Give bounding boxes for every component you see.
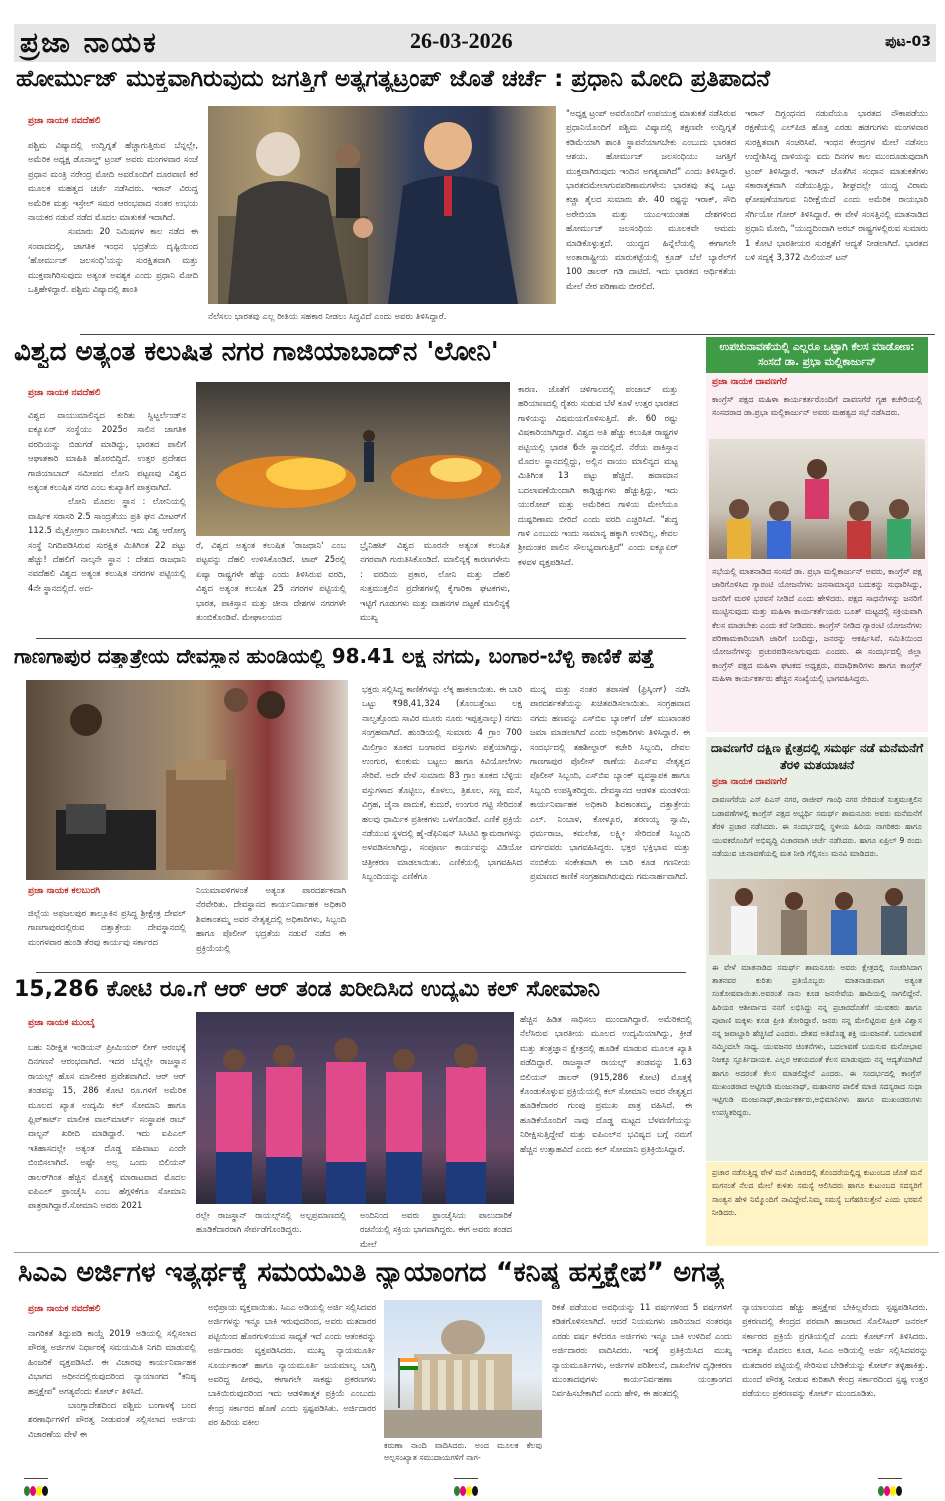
story4-column-1: [28, 1040, 186, 1248]
story2-col1-text: ವಿಶ್ವದ ವಾಯುಮಾಲಿನ್ಯದ ಕುರಿತು ಸ್ವಿಟ್ಜರ್ಲೆಂಡ್‌ನ ಐಕ್ಯೂಏರ್ ಸಂಸ್ಥೆಯು 2025ರ ಸಾಲಿನ ಜಾಗತಿಕ ವರದಿಯನ್ನು ಬಿಡುಗಡೆ ಮಾಡಿದ್ದು, ಭಾರತದ ಪಾಲಿಗೆ ಆಘಾತಕಾರಿ ಮಾಹಿತಿ ಹೊರಬಿದ್ದಿದೆ. ಉತ್ತರ ಪ್ರದೇಶದ ಗಾಜಿಯಾಬಾದ್ ಸಮೀಪದ ಲೋನಿ ಪಟ್ಟಣವು ವಿಶ್ವದ ಅತ್ಯಂತ ಕಲುಷಿತ ನಗರ ಎಂಬ ಕುಖ್ಯಾತಿಗೆ ಪಾತ್ರವಾಗಿದೆ.: [28, 410, 186, 493]
story2-headline: ವಿಶ್ವದ ಅತ್ಯಂತ ಕಲುಷಿತ ನಗರ ಗಾಜಿಯಾಬಾದ್‌ನ 'ಲೋನಿ': [14, 337, 499, 367]
story1-col1-text: ಪಶ್ಚಿಮ ವಿಷ್ಯಾದಲ್ಲಿ ಉದ್ವಿಗ್ನತೆ ಹೆಚ್ಚಾಗುತ್ತಿರುವ ಬೆನ್ನಲ್ಲೇ, ಅಮೆರಿಕ ಅಧ್ಯಕ್ಷ ಡೊನಾಲ್ಡ್ ಟ್ರಂಪ್ ಅವರು ಮಂಗಳವಾರ ಸಂಜೆ ಪ್ರಧಾನ ಮಂತ್ರಿ ನರೇಂದ್ರ ಮೋದಿ ಅವರೊಂದಿಗೆ ದೂರವಾಣಿ ಕರೆ ಮೂಲಕ ಮಹತ್ವದ ಚರ್ಚೆ ನಡೆಸಿದರು. ಇರಾನ್ ವಿರುದ್ಧ ಅಮೆರಿಕ ಮತ್ತು ಇಸ್ರೇಲ್ ಸಮರ ಆರಂಭವಾದ ನಂತರ ಉಭಯ ನಾಯಕರ ನಡುವೆ ನಡೆದ ಮೊದಲ ಮಾತುಕತೆ ಇದಾಗಿದೆ.: [28, 140, 198, 223]
story2-byline: ಪ್ರಜಾ ನಾಯಕ ನವದೆಹಲಿ: [28, 388, 101, 398]
story2-column-3: [360, 538, 510, 636]
sidebar2-headline: ದಾವಣಗೆರೆ ದಕ್ಷಿಣ ಕ್ಷೇತ್ರದಲ್ಲಿ ಸಮರ್ಥ ನಡೆ ಮನೆಮನೆಗೆ ತೆರಳಿ ಮತಯಾಚನೆ: [710, 741, 924, 772]
story3-column-2: [196, 883, 346, 968]
story4-photo-rr-team: [196, 1012, 514, 1204]
story5-col2-text: ಅಭಿಪ್ರಾಯ ವ್ಯಕ್ತವಾಯಿತು. ಸಿಎಎ ಅಡಿಯಲ್ಲಿ ಅರ್ಜಿ ಸಲ್ಲಿಸಿದವರ ಅರ್ಜಿಗಳನ್ನು ಇನ್ನೂ ಬಾಕಿ ಇರುವುದರಿಂದ, ಅವರು ಮತದಾರರ ಪಟ್ಟಿಯಿಂದ ಹೊರಗುಳಿಯುವ ಸಾಧ್ಯತೆ ಇದೆ ಎಂದು ಆತಂಕವನ್ನು ಅರ್ಜಿದಾರರು ವ್ಯಕ್ತಪಡಿಸಿದರು. ಮುಖ್ಯ ನ್ಯಾಯಮೂರ್ತಿ ಸೂರ್ಯಕಾಂತ್ ಹಾಗೂ ನ್ಯಾಯಮೂರ್ತಿ ಜಯಮಾಲ್ಯ ಬಾಗ್ಚಿ ಅವರಿದ್ದ ಪೀಠವು, ಈಗಾಗಲೇ ಸಾಕಷ್ಟು ಪ್ರಕರಣಗಳು ಬಾಕಿಯಿರುವುದರಿಂದ ಇದು ಆಡಳಿತಾತ್ಮಕ ಪ್ರಕ್ರಿಯೆ ಎಂಬುದು ಕೇಂದ್ರ ಸರ್ಕಾರದ ಹೊಣೆ ಎಂದು ಸ್ಪಷ್ಟಪಡಿಸಿತು. ಅರ್ಜಿದಾರರ ಪರ ಹಿರಿಯ ವಕೀಲ: [208, 1302, 376, 1428]
meeting-illustration: [709, 439, 925, 559]
registration-mark-left: [24, 1478, 48, 1500]
story3-column-1: [28, 906, 186, 968]
sidebar2-highlight-box: [706, 1162, 928, 1246]
story3-headline: ಗಾಣಗಾಪುರ ದತ್ತಾತ್ರೇಯ ದೇವಸ್ಥಾನ ಹುಂಡಿಯಲ್ಲಿ 98.41 ಲಕ್ಷ ನಗದು, ಬಂಗಾರ-ಬೆಳ್ಳಿ ಕಾಣಿಕೆ ಪತ್ತೆ: [14, 644, 655, 668]
sidebar1-body: ಸಭೆಯಲ್ಲಿ ಮಾತನಾಡಿದ ಸಂಸದೆ ಡಾ. ಪ್ರಭಾ ಮಲ್ಲಿಕಾರ್ಜುನ್ ಅವರು, ಕಾಂಗ್ರೆಸ್ ಪಕ್ಷ ಜಾರಿಗೊಳಿಸಿದ ಗ್ಯಾರಂಟಿ ಯೋಜನೆಗಳು ಜನಸಾಮಾನ್ಯರ ಬದುಕನ್ನು ಸುಧಾರಿಸಿದ್ದು, ಜನರಿಗೆ ಮರಳಿ ಭರವಸೆ ನೀಡಿದೆ ಎಂದು ಹೇಳಿದರು. ಪಕ್ಷದ ಸಾಧನೆಗಳನ್ನು ಜನರಿಗೆ ಮುಟ್ಟಿಸುವುದು ಮತ್ತು ಮಹಿಳಾ ಕಾರ್ಯಕರ್ತೆಯರು ಬೂತ್ ಮಟ್ಟದಲ್ಲಿ ಸಕ್ರಿಯವಾಗಿ ಕೆಲಸ ಮಾಡಬೇಕು ಎಂದು ಕರೆ ನೀಡಿದರು. ಕಾಂಗ್ರೆಸ್ ನೀಡಿದ ಗ್ಯಾರಂಟಿ ಯೋಜನೆಗಳು ಪರಿಣಾಮಕಾರಿಯಾಗಿ ಜಾರಿಗೆ ಬಂದಿದ್ದು, ಜನರನ್ನು ಆಕರ್ಷಿಸಿವೆ. ಸಮಿತಿಯಿಂದ ಯೋಜನೆಗಳನ್ನು ಪ್ರಚುರಪಡಿಸಲಾಗುವುದು ಎಂದರು. ಈ ಸಂದರ್ಭದಲ್ಲಿ ಜಿಲ್ಲಾ ಕಾಂಗ್ರೆಸ್ ಪಕ್ಷದ ಮಹಿಳಾ ಘಟಕದ ಅಧ್ಯಕ್ಷರು, ಪದಾಧಿಕಾರಿಗಳು ಹಾಗೂ ಕಾಂಗ್ರೆಸ್ ಮಹಿಳಾ ಕಾರ್ಯಕರ್ತರು ಹೆಚ್ಚಿನ ಸಂಖ್ಯೆಯಲ್ಲಿ ಭಾಗವಹಿಸಿದ್ದರು.: [712, 567, 922, 684]
newspaper-title: ಪ್ರಜಾ ನಾಯಕ: [20, 26, 158, 59]
divider: [36, 972, 686, 973]
page-number: ಪುಟ-03: [885, 34, 931, 50]
supreme-court-illustration: [384, 1300, 542, 1438]
story2-col2-text: ರೆ, ವಿಶ್ವದ ಅತ್ಯಂತ ಕಲುಷಿತ 'ರಾಜಧಾನಿ' ಎಂಬ ಪಟ್ಟವನ್ನು ದೆಹಲಿ ಉಳಿಸಿಕೊಂಡಿದೆ. ಟಾಪ್ 25ರಲ್ಲಿ ಏಷ್ಯಾ ರಾಷ್ಟ್ರಗಳೇ ಹೆಚ್ಚು ಎಂದು ತಿಳಿಸಿರುವ ವರದಿ, ವಿಶ್ವದ ಅತ್ಯಂತ ಕಲುಷಿತ 25 ನಗರಗಳ ಪಟ್ಟಿಯಲ್ಲಿ ಭಾರತ, ಪಾಕಿಸ್ತಾನ ಮತ್ತು ಚೀನಾ ದೇಶಗಳ ನಗರಗಳೇ ತುಂಬಿಕೊಂಡಿವೆ. ಮೇಘಾಲಯದ: [196, 540, 346, 623]
story4-column-3: [360, 1208, 512, 1248]
story2-column-1: [28, 408, 186, 636]
story4-col4-text: ಹೆಚ್ಚಿನ ಹಿಡಿತ ಸಾಧಿಸಲು ಮುಂದಾಗಿದ್ದಾರೆ. ಅಮೆರಿಕದಲ್ಲಿ ನೆಲೆಸಿರುವ ಭಾರತೀಯ ಮೂಲದ ಉದ್ಯಮಿಯಾಗಿದ್ದು, ಕ್ರೀಡೆ ಮತ್ತು ತಂತ್ರಜ್ಞಾನ ಕ್ಷೇತ್ರದಲ್ಲಿ ಹೂಡಿಕೆ ಮಾಡುವ ಮೂಲಕ ಖ್ಯಾತಿ ಪಡೆದಿದ್ದಾರೆ. ರಾಜಸ್ಥಾನ್ ರಾಯಲ್ಸ್ ತಂಡವನ್ನು 1.63 ಬಿಲಿಯನ್ ಡಾಲರ್ (915,286 ಕೋಟಿ) ಮೊತ್ತಕ್ಕೆ ಕೊಂಡುಕೊಳ್ಳುವ ಪ್ರಕ್ರಿಯೆಯಲ್ಲಿ ಕಲ್ ಸೋಮಾನಿ ಅವರ ನೇತೃತ್ವದ ಹೂಡಿಕೆದಾರರ ಗುಂಪು ಪ್ರಮುಖ ಪಾತ್ರ ವಹಿಸಿದೆ. ಈ ಹೂಡಿಕೆಯೊಂದಿಗೆ ನಾವು ದೊಡ್ಡ ಮಟ್ಟದ ಬೆಳವಣಿಗೆಯನ್ನು ನಿರೀಕ್ಷಿಸುತ್ತಿದ್ದೇವೆ ಮತ್ತು ಐಪಿಎಲ್‌ನ ಭವಿಷ್ಯದ ಬಗ್ಗೆ ನಮಗೆ ಹೆಚ್ಚಿನ ಉತ್ಸಾಹವಿದೆ ಎಂದು ಕಲ್ ಸೋಮಾನಿ ಪ್ರತಿಕ್ರಿಯಿಸಿದ್ದಾರೆ.: [520, 1014, 692, 1154]
story5-caption: ಕರುಣಾ ನಾಂದಿ ವಾದಿಸಿದರು. ಅಂದ ಮೂಲಕ ಕೆಲವು ಅಲ್ಪಸಂಖ್ಯಾತ ಸಮುದಾಯಗಳಿಗೆ ನಾಗ-: [384, 1441, 542, 1462]
story4-col2-text: ರಲ್ಲೇ ರಾಜಸ್ಥಾನ್ ರಾಯಲ್ಸ್‌ನಲ್ಲಿ ಅಲ್ಪಪ್ರಮಾಣದಲ್ಲಿ ಹೂಡಿಕೆದಾರರಾಗಿ ಸೇರ್ಪಡೆಗೊಂಡಿದ್ದರು.: [196, 1210, 346, 1235]
story2-col4-text: ಕಾರಣ. ಜೊತೆಗೆ ಚಳಿಗಾಲದಲ್ಲಿ ಪಂಜಾಬ್ ಮತ್ತು ಹರಿಯಾಣದಲ್ಲಿ ರೈತರು ಸುಡುವ ಬೆಳೆ ಕೂಳೆ ಉತ್ತರ ಭಾರತದ ಗಾಳಿಯನ್ನು ವಿಷಮಯಗೊಳಿಸುತ್ತಿದೆ. ಶೇ. 60 ರಷ್ಟು ವಿಷಕಾರಿಯಾಗಿದ್ದಾರೆ. ವಿಶ್ವದ ಅತಿ ಹೆಚ್ಚು ಕಲುಷಿತ ರಾಷ್ಟ್ರಗಳ ಪಟ್ಟಿಯಲ್ಲಿ ಭಾರತ 6ನೇ ಸ್ಥಾನದಲ್ಲಿದೆ. ನೆರೆಯ ಪಾಕಿಸ್ತಾನ ಮೊದಲ ಸ್ಥಾನದಲ್ಲಿದ್ದು, ಅಲ್ಲಿನ ವಾಯು ಮಾಲಿನ್ಯದ ಮಟ್ಟ ಮಿತಿಗಿಂತ 13 ಪಟ್ಟು ಹೆಚ್ಚಿದೆ. ಹವಾಮಾನ ಬದಲಾವಣೆಯಿಂದಾಗಿ ಕಾಡ್ಗಿಚ್ಚುಗಳು ಹೆಚ್ಚುತ್ತಿದ್ದು, ಇದು ಯುರೋಪ್ ಮತ್ತು ಅಮೆರಿಕದ ಗಾಳಿಯ ಮೇಲೆಯೂ ದುಷ್ಪರಿಣಾಮ ಬೀರಿದೆ ಎಂದು ವರದಿ ಎಚ್ಚರಿಸಿದೆ. "ಶುದ್ಧ ಗಾಳಿ ಎಂಬುದು ಇಂದು ಸಾಮಾನ್ಯ ಹಕ್ಕಾಗಿ ಉಳಿದಿಲ್ಲ, ಕೇವಲ ಶ್ರೀಮಂತರ ಪಾಲಿನ ಸೌಲಭ್ಯವಾಗುತ್ತಿದೆ" ಎಂದು ಐಕ್ಯೂಏರ್ ಕಳವಳ ವ್ಯಕ್ತಪಡಿಸಿದೆ.: [518, 384, 678, 567]
story5-byline: ಪ್ರಜಾ ನಾಯಕ ನವದೆಹಲಿ: [28, 1304, 101, 1314]
story2-col1b-text: ಲೋನಿ ಮೊದಲ ಸ್ಥಾನ : ಲೋನಿಯಲ್ಲಿ ವಾರ್ಷಿಕ ಸರಾಸರಿ 2.5 ಸಾಂದ್ರತೆಯು ಪ್ರತಿ ಘನ ಮೀಟರ್‌ಗೆ 112.5 ಮೈಕ್ರೋಗ್ರಾಂ ದಾಖಲಾಗಿದೆ. ಇದು ವಿಶ್ವ ಆರೋಗ್ಯ ಸಂಸ್ಥೆ ನಿಗದಿಪಡಿಸಿರುವ ಸುರಕ್ಷಿತ ಮಿತಿಗಿಂತ 22 ಪಟ್ಟು ಹೆಚ್ಚು! ದೆಹಲಿಗೆ ನಾಲ್ಕನೇ ಸ್ಥಾನ : ದೇಶದ ರಾಜಧಾನಿ ನವದೆಹಲಿ ವಿಶ್ವದ ಅತ್ಯಂತ ಕಲುಷಿತ ನಗರಗಳ ಪಟ್ಟಿಯಲ್ಲಿ 4ನೇ ಸ್ಥಾನದಲ್ಲಿದೆ. ಅದ-: [28, 496, 186, 593]
divider: [14, 1252, 939, 1253]
story3-col1-text: ಜಿಲ್ಲೆಯ ಅಫಜಲಪುರ ತಾಲ್ಲೂಕಿನ ಪ್ರಸಿದ್ಧ ಶ್ರೀಕ್ಷೇತ್ರ ದೇವಲ್ ಗಾಣಗಾಪುರದಲ್ಲಿರುವ ದತ್ತಾತ್ರೇಯ ದೇವಸ್ಥಾನದಲ್ಲಿ ಮಂಗಳವಾರ ಹುಂಡಿ ತೆರವು ಕಾರ್ಯವು ಸರ್ಕಾರದ: [28, 908, 186, 947]
story3-col4-text: ಮುನ್ನ ಮತ್ತು ನಂತರ ತಪಾಸಣೆ (ಫ್ರಿಸ್ಕಿಂಗ್) ನಡೆಸಿ ಪಾರದರ್ಶಕತೆಯನ್ನು ಖಚಿತಪಡಿಸಲಾಯಿತು. ಸಂಗ್ರಹವಾದ ನಗದು ಹಣವನ್ನು ಎಸ್‌ಬಿಐ ಬ್ಯಾಂಕ್‌ಗೆ ಚೆಕ್ ಮುಖಾಂತರ ಜಮಾ ಮಾಡಲಾಗಿದೆ ಎಂದು ಅಧಿಕಾರಿಗಳು ತಿಳಿಸಿದ್ದಾರೆ. ಈ ಸಂದರ್ಭದಲ್ಲಿ ತಹಶೀಲ್ದಾರ್ ಕಚೇರಿ ಸಿಬ್ಬಂದಿ, ದೇವಲ ಗಾಣಗಾಪುರ ಪೊಲೀಸ್ ಠಾಣೆಯ ಪಿಎಸ್‌ಐ ನೇತೃತ್ವದ ಪೊಲೀಸ್ ಸಿಬ್ಬಂದಿ, ಎಸ್‌ಬಿಐ ಬ್ಯಾಂಕ್ ವ್ಯವಸ್ಥಾಪಕ ಹಾಗೂ ಸಿಬ್ಬಂದಿ ಉಪಸ್ಥಿತರಿದ್ದರು. ದೇವಸ್ಥಾನದ ಆಡಳಿತ ಮಂಡಳಿಯ ಕಾರ್ಯನಿರ್ವಾಹಕ ಅಧಿಕಾರಿ ಶಿವಕಾಂತಮ್ಮ, ದತ್ತಾತ್ರೇಯ ಎಲ್. ನಿಂಬಾಳ, ಕೋಳ್ಕೂರ, ಶರಣಯ್ಯ ಸ್ವಾಮಿ, ಧರ್ಮರಾಜ, ಕಮಲೇಶ, ಲಕ್ಷ್ಮೀ ಸೇರಿದಂತೆ ಸಿಬ್ಬಂದಿ ವರ್ಗದವರು ಭಾಗವಹಿಸಿದ್ದರು. ಭಕ್ತರ ಭಕ್ತಿಭಾವ ಮತ್ತು ನಂಬಿಕೆಯ ಸಂಕೇತವಾಗಿ ಈ ಬಾರಿ ಕೂಡ ಗಣನೀಯ ಪ್ರಮಾಣದ ಕಾಣಿಕೆ ಸಂಗ್ರಹವಾಗಿರುವುದು ಗಮನಾರ್ಹವಾಗಿದೆ.: [530, 684, 690, 882]
story5-column-4: [742, 1300, 928, 1458]
story3-col2-text: ನಿಯಮಾವಳಿಗಳಂತೆ ಅತ್ಯಂತ ಪಾರದರ್ಶಕವಾಗಿ ನೆರವೇರಿತು. ದೇವಸ್ಥಾನದ ಕಾರ್ಯನಿರ್ವಾಹಕ ಅಧಿಕಾರಿ ಶಿವಕಾಂತಮ್ಮ ಅವರ ನೇತೃತ್ವದಲ್ಲಿ ಅಧಿಕಾರಿಗಳು, ಸಿಬ್ಬಂದಿ ಹಾಗೂ ಪೊಲೀಸ್ ಭದ್ರತೆಯ ನಡುವೆ ನಡೆದ ಈ ಪ್ರಕ್ರಿಯೆಯಲ್ಲಿ: [196, 885, 346, 953]
story5-col1b-text: ಬಾಂಗ್ಲಾದೇಶದಿಂದ ಪಶ್ಚಿಮ ಬಂಗಾಳಕ್ಕೆ ಬಂದ ಶರಣಾರ್ಥಿಗಳಿಗೆ ಪೌರತ್ವ ನೀಡುವಂತೆ ಸಲ್ಲಿಸಲಾದ ಅರ್ಜಿಯ ವಿಚಾರಣೆಯ ವೇಳೆ ಈ: [28, 1400, 196, 1439]
sidebar1-byline: ಪ್ರಜಾ ನಾಯಕ ದಾವಣಗೆರೆ: [712, 377, 788, 387]
reg-dot-black: [472, 1486, 478, 1496]
story2-column-2: [196, 538, 346, 636]
sidebar2-byline: ಪ್ರಜಾ ನಾಯಕ ದಾವಣಗೆರೆ: [712, 777, 788, 787]
story1-byline: ಪ್ರಜಾ ನಾಯಕ ನವದೆಹಲಿ: [28, 116, 101, 126]
story4-byline: ಪ್ರಜಾ ನಾಯಕ ಮುಂಬೈ: [28, 1018, 95, 1028]
story3-col3-text: ಭಕ್ತರು ಸಲ್ಲಿಸಿದ್ದ ಕಾಣಿಕೆಗಳನ್ನು ಲೆಕ್ಕ ಹಾಕಲಾಯಿತು. ಈ ಬಾರಿ ಒಟ್ಟು ₹98,41,324 (ತೊಂಬತ್ತೆಂಟು ಲಕ್ಷ ನಾಲ್ವತ್ತೊಂದು ಸಾವಿರ ಮೂರು ನೂರು ಇಪ್ಪತ್ತನಾಲ್ಕು) ನಗದು ಸಂಗ್ರಹವಾಗಿದೆ. ಹುಂಡಿಯಲ್ಲಿ ಸುಮಾರು 4 ಗ್ರಾಂ 700 ಮಿಲಿಗ್ರಾಂ ತೂಕದ ಬಂಗಾರದ ವಸ್ತುಗಳು ಪತ್ತೆಯಾಗಿದ್ದು, ಉಂಗುರ, ಕುಂಕುಮ ಬಟ್ಟಲು ಹಾಗೂ ಕಿವಿಯೋಲೆಗಳು ಸೇರಿವೆ. ಅದೇ ವೇಳೆ ಸುಮಾರು 83 ಗ್ರಾಂ ತೂಕದ ಬೆಳ್ಳಿಯ ವಸ್ತುಗಳಾದ ತೊಟ್ಟಿಲು, ಕೊಳಲು, ತ್ರಿಶೂಲ, ಸಣ್ಣ ಮನೆ, ವಿಗ್ರಹ, ಚೈನಾ ಪಾದುಕೆ, ಕುದುರೆ, ಉಂಗುರ ಗಟ್ಟಿ ಸೇರಿದಂತೆ ಹಲವು ಧಾರ್ಮಿಕ ಪ್ರತೀಕಗಳು ಒಳಗೊಂಡಿವೆ. ಎಣಿಕೆ ಪ್ರಕ್ರಿಯೆ ನಡೆಯುವ ಸ್ಥಳದಲ್ಲಿ ಹೈ-ಡೆಫಿನಿಷನ್ ಸಿಸಿಟಿವಿ ಕ್ಯಾಮರಾಗಳನ್ನು ಅಳವಡಿಸಲಾಗಿದ್ದು, ಸಂಪೂರ್ಣ ಕಾರ್ಯವನ್ನು ವಿಡಿಯೋ ಚಿತ್ರೀಕರಣ ಮಾಡಲಾಯಿತು. ಎಣಿಕೆಯಲ್ಲಿ ಭಾಗವಹಿಸಿದ ಸಿಬ್ಬಂದಿಯನ್ನು ಎಣಿಕೆಗೂ: [362, 684, 522, 882]
story3-column-4: [530, 682, 690, 968]
divider: [80, 334, 935, 335]
issue-date: 26-03-2026: [410, 28, 513, 53]
story2-column-4: [518, 382, 678, 636]
story2-photo-burning-field: [196, 382, 510, 536]
cricket-team-illustration: [196, 1012, 514, 1204]
story1-column-3: [566, 106, 736, 331]
story4-column-4: [520, 1012, 692, 1248]
story1-column-4: [745, 106, 928, 331]
divider: [36, 638, 686, 639]
story5-column-3: [552, 1300, 732, 1458]
registration-mark-center: [454, 1478, 478, 1500]
story4-column-2: [196, 1208, 346, 1248]
story1-photo-modi-trump: [208, 106, 556, 304]
sidebar1-headline: ಉಪಚುನಾವಣೆಯಲ್ಲಿ ಎಲ್ಲರೂ ಒಟ್ಟಾಗಿ ಕೆಲಸ ಮಾಡೋಣ: ಸಂಸದೆ ಡಾ. ಪ್ರಭಾ ಮಲ್ಲಿಕಾರ್ಜುನ್: [706, 337, 928, 373]
story2-col3-text: ಬ್ರೈನಿಹಟ್ ವಿಶ್ವದ ಮೂರನೇ ಅತ್ಯಂತ ಕಲುಷಿತ ನಗರವಾಗಿ ಗುರುತಿಸಿಕೊಂಡಿದೆ. ಮಾಲಿನ್ಯಕ್ಕೆ ಕಾರಣಗಳೇನು : ವರದಿಯ ಪ್ರಕಾರ, ಲೋನಿ ಮತ್ತು ದೆಹಲಿ ಸುತ್ತಮುತ್ತಲಿನ ಪ್ರದೇಶಗಳಲ್ಲಿ ಕೈಗಾರಿಕಾ ಘಟಕಗಳು, ಇಟ್ಟಿಗೆ ಗೂಡುಗಳು ಮತ್ತು ವಾಹನಗಳ ದಟ್ಟಣೆ ಮಾಲಿನ್ಯಕ್ಕೆ ಮುಖ್ಯ: [360, 540, 510, 623]
story5-col4-text: ನ್ಯಾಯಾಲಯದ ಹೆಚ್ಚು ಹಸ್ತಕ್ಷೇಪ ಬೇಕಿಲ್ಲವೆಂದು ಸ್ಪಷ್ಟಪಡಿಸಿದರು. ಪ್ರಕರಣದಲ್ಲಿ ಕೇಂದ್ರದ ಪರವಾಗಿ ಹಾಜರಾದ ಸೊಲಿಸಿಟರ್ ಜನರಲ್ ಸರ್ಕಾರದ ಪ್ರಕ್ರಿಯೆ ಪ್ರಗತಿಯಲ್ಲಿದೆ ಎಂದು ಕೋರ್ಟ್‌ಗೆ ತಿಳಿಸಿದರು. ಇದಕ್ಕೂ ಮೊದಲು ಕೂಡ, ಸಿಎಎ ಅಡಿಯಲ್ಲಿ ಅರ್ಜಿ ಸಲ್ಲಿಸಿದವರನ್ನು ಮತದಾರರ ಪಟ್ಟಿಯಲ್ಲಿ ಸೇರಿಸುವ ಬೇಡಿಕೆಯನ್ನು ಕೋರ್ಟ್ ತಳ್ಳಿಹಾಕಿತ್ತು. ಮುಂದೆ ಪೌರತ್ವ ನೀಡುವ ಕುರಿತಾಗಿ ಕೇಂದ್ರ ಸರ್ಕಾರದಿಂದ ಸ್ಪಷ್ಟ ಉತ್ತರ ಪಡೆಯಲು ಪ್ರಕರಣವನ್ನು ಕೋರ್ಟ್ ಮುಂದೂಡಿತು.: [742, 1302, 928, 1399]
story3-byline: ಪ್ರಜಾ ನಾಯಕ ಕಲಬುರಗಿ: [28, 886, 101, 896]
story1-caption: ನೆಲೆಸಲು ಭಾರತವು ಎಲ್ಲ ರೀತಿಯ ಸಹಕಾರ ನೀಡಲು ಸಿದ್ಧವಿದೆ ಎಂದು ಅವರು ತಿಳಿಸಿದ್ದಾರೆ.: [208, 312, 447, 322]
reg-dot-black: [896, 1486, 902, 1496]
campaign-group-illustration: [709, 879, 925, 955]
story5-photo-supreme-court: [384, 1300, 542, 1438]
cash-stacks-illustration: [26, 680, 348, 880]
sidebar2-body: ಈ ವೇಳೆ ಮಾತನಾಡಿದ ಸಮರ್ಥ್ ಶಾಮನೂರು ಅವರು ಕ್ಷೇತ್ರದಲ್ಲಿ ಸಂಚರಿಸಿದಾಗ ತಾತನವರ ಕುರಿತು ಪ್ರತಿಯೊಬ್ಬರು ಮಾತನಾಡುವಾಗ ಅತ್ಯಂತ ಸಂತೋಷವಾಯಿತು.ಅವರಂತೆ ನಾನು ಕೂಡ ಜನಸೇವೆಯ ಹಾದಿಯಲ್ಲಿ ಸಾಗಲಿದ್ದೇನೆ. ಹಿರಿಯರ ಆಶೀರ್ವಾದ ನನಗೆ ಲಭಿಸಿದ್ದು ನನ್ನ ಪ್ರಚಾರದೊತೆಗೆ ಯುವಕರು ಹಾಗೂ ಪುಟಾಣಿ ಮಕ್ಕಳು ಕೂಡ ಪ್ರೀತಿ ತೋರಿದ್ದಾರೆ. ಜನರು ನನ್ನ ಮೇಲಿಟ್ಟಿರುವ ಪ್ರೀತಿ ವಿಶ್ವಾಸ ನನ್ನ ಜವಾಬ್ದಾರಿ ಹೆಚ್ಚಿಸಿದೆ ಎಂದರು. ದೇಶದ ಅತಿದೊಡ್ಡ ಶಕ್ತಿ ಯುವಜನತೆ. ಬದಲಾವಣೆ ನಮ್ಮಿಂದಲೇ ಸಾಧ್ಯ. ಯುವಜನರ ಚಿಂತನೆಗಳು, ಬದಲಾವಣೆ ಬಯಸುವ ಮನೋಭಾವ ನಿಜಕ್ಕೂ ಸ್ಫೂರ್ತಿದಾಯಕ. ಎಲ್ಲರ ಆಶಯದಂತೆ ಕೆಲಸ ಮಾಡುವುದು ನನ್ನ ಆದ್ಯತೆಯಾಗಿದೆ ಹಾಗೂ ಅದರಂತೆ ಕೆಲಸ ಮಾಡಲಿದ್ದೇನೆ ಎಂದರು. ಈ ಸಂದರ್ಭದಲ್ಲಿ ಕಾಂಗ್ರೆಸ್ ಮುಖಂಡರಾದ ಅಟ್ಟಿಗುಡಿ ಮಂಜುನಾಥ್, ಮಹಾನಗರ ಪಾಲಿಕೆ ಮಾಜಿ ಸದಸ್ಯರಾದ ಸುಧಾ ಇಟ್ಟಿಗುಡಿ ಮಂಜುನಾಥ್,ಕಾರ್ಯಕರ್ತರು,ಅಭಿಮಾನಿಗಳು ಹಾಗೂ ಮುಖಂಡರುಗಳು ಉಪಸ್ಥಿತರಿದ್ದರು.: [712, 963, 922, 1118]
story1-col3-text: "ಅಧ್ಯಕ್ಷ ಟ್ರಂಪ್ ಅವರೊಂದಿಗೆ ಉಪಯುಕ್ತ ಮಾತುಕತೆ ನಡೆಸಿರುವ ಪ್ರಧಾನಿಯೊಂದಿಗೆ ಪಶ್ಚಿಮ ವಿಷ್ಯಾದಲ್ಲಿ ತಕ್ಷಣವೇ ಉದ್ವಿಗ್ನತೆ ಕಡಿಮೆಯಾಗಿ ಶಾಂತಿ ಸ್ಥಾಪನೆಯಾಗಬೇಕು ಎಂಬುದು ಭಾರತದ ಆಶಯ. ಹೋರ್ಮುಜ್ ಜಲಸಂಧಿಯು ಜಗತ್ತಿಗೆ ಮುಕ್ತವಾಗಿರುವುದು ಇಂದಿನ ಅಗತ್ಯವಾಗಿದೆ" ಎಂದು ತಿಳಿಸಿದ್ದಾರೆ. ಭಾರತದಮೇಲಾಗುವಪರಿಣಾಮಗಳೇನು ಭಾರತವು ತನ್ನ ಒಟ್ಟು ಕಚ್ಚಾ ತೈಲದ ಸುಮಾರು ಶೇ. 40 ರಷ್ಟನ್ನು ಇರಾಕ್, ಸೌದಿ ಅರೇಬಿಯಾ ಮತ್ತು ಯುಎಇಯಂತಹ ದೇಶಗಳಿಂದ ಹೋರ್ಮುಜ್ ಜಲಸಂಧಿಯ ಮೂಲಕವೇ ಆಮದು ಮಾಡಿಕೊಳ್ಳುತ್ತದೆ. ಯುದ್ಧದ ಹಿನ್ನೆಲೆಯಲ್ಲಿ ಈಗಾಗಲೇ ಅಂತಾರಾಷ್ಟ್ರೀಯ ಮಾರುಕಟ್ಟೆಯಲ್ಲಿ ಕ್ರೂಡ್ ಬೆಲೆ ಬ್ಯಾರೆಲ್‌ಗೆ 100 ಡಾಲರ್ ಗಡಿ ದಾಟಿದೆ. ಇದು ಭಾರತದ ಆರ್ಥಿಕತೆಯ ಮೇಲೆ ನೇರ ಪರಿಣಾಮ ಬೀರಲಿದೆ.: [566, 108, 736, 291]
sidebar-prabha-mallikarjun: [706, 337, 928, 732]
sidebar2-highlight-text: ಪ್ರಚಾರ ನಡೆಸುತ್ತಿದ್ದ ವೇಳೆ ಮನೆ ವಿಚಾರದಲ್ಲಿ ತೊಂದರೆಯಲ್ಲಿದ್ದ ಕುಟುಂಬದ ಜೊತೆ ಮನೆ ಮಗನಂತೆ ನೆಲದ ಮೇಲೆ ಕುಳಿತು ಸಮಸ್ಯೆ ಆಲಿಸಿದರು ಹಾಗೂ ಕುಟುಂಬದ ಸದಸ್ಯರಿಗೆ ಸಾಂತ್ವನ ಹೇಳಿ ನಿಮ್ಮೊಂದಿಗೆ ನಾವಿದ್ದೇವೆ.ನಿಮ್ಮ ಸಮಸ್ಯೆ ಬಗೆಹರಿಸುತ್ತೇನೆ ಎಂದು ಭರವಸೆ ನೀಡಿದರು.: [712, 1168, 922, 1218]
story1-col1b-text: ಸುಮಾರು 20 ನಿಮಿಷಗಳ ಕಾಲ ನಡೆದ ಈ ಸಂವಾದದಲ್ಲಿ, ಜಾಗತಿಕ ಇಂಧನ ಭದ್ರತೆಯ ದೃಷ್ಟಿಯಿಂದ 'ಹೋರ್ಮುಜ್ ಜಲಸಂಧಿ'ಯನ್ನು ಸುರಕ್ಷಿತವಾಗಿ ಮತ್ತು ಮುಕ್ತವಾಗಿರಿಸುವುದು ಅತ್ಯಂತ ಅವಶ್ಯಕ ಎಂದು ಪ್ರಧಾನಿ ಮೋದಿ ಒತ್ತಿಹೇಳಿದ್ದಾರೆ. ಪಶ್ಚಿಮ ವಿಷ್ಯಾದಲ್ಲಿ ಶಾಂತಿ: [28, 226, 198, 295]
registration-mark-right: [878, 1478, 902, 1500]
story5-col3-text: ರಿಕತೆ ಪಡೆಯುವ ಅವಧಿಯನ್ನು 11 ವರ್ಷಗಳಿಂದ 5 ವರ್ಷಗಳಿಗೆ ಕಡಿತಗೊಳಿಸಲಾಗಿದೆ. ಆದರೆ ನಿಯಮಗಳು ಜಾರಿಯಾದ ನಂತರವೂ ಎರಡು ವರ್ಷ ಕಳೆದರೂ ಅರ್ಜಿಗಳು ಇನ್ನೂ ಬಾಕಿ ಉಳಿದಿವೆ ಎಂದು ಅರ್ಜಿದಾರರು ವಾದಿಸಿದರು. ಇದಕ್ಕೆ ಪ್ರತಿಕ್ರಿಯಿಸಿದ ಮುಖ್ಯ ನ್ಯಾಯಮೂರ್ತಿಗಳು, ಅರ್ಜಿಗಳ ಪರಿಶೀಲನೆ, ದಾಖಲೆಗಳ ದೃಢೀಕರಣ ಮುಂತಾದವುಗಳು ಕಾರ್ಯನಿರ್ವಹಣಾ ಯಂತ್ರಾಂಗದ ನಿರ್ವಹಿಸಬೇಕಾಗಿದೆ ಎಂದು ಹೇಳಿ, ಈ ಹಂತದಲ್ಲಿ: [552, 1302, 732, 1399]
story1-headline: ಹೋರ್ಮುಜ್ ಮುಕ್ತವಾಗಿರುವುದು ಜಗತ್ತಿಗೆ ಅತ್ಯಗತ್ಯಟ್ರಂಪ್ ಜೊತೆ ಚರ್ಚೆ : ಪ್ರಧಾನಿ ಮೋದಿ ಪ್ರತಿಪಾದನೆ: [16, 66, 771, 92]
story3-photo-hundi-counting: [26, 680, 348, 880]
story5-col1-text: ನಾಗರಿಕತೆ ತಿದ್ದುಪಡಿ ಕಾಯ್ದೆ 2019 ಅಡಿಯಲ್ಲಿ ಸಲ್ಲಿಸಲಾದ ಪೌರತ್ವ ಅರ್ಜಿಗಳ ನಿರ್ಧಾರಕ್ಕೆ ಸಮಯಮಿತಿ ನಿಗದಿ ಮಾಡುವಲ್ಲಿ ಹಿಂಜರಿಕೆ ವ್ಯಕ್ತಪಡಿಸಿದೆ. ಈ ವಿಚಾರವು ಕಾರ್ಯನಿರ್ವಾಹಕ ವಿಭಾಗದ ಅಧೀನದಲ್ಲಿರುವುದರಿಂದ ನ್ಯಾಯಾಂಗದ "ಕನಿಷ್ಠ ಹಸ್ತಕ್ಷೇಪ" ಅಗತ್ಯವೆಂದು ಕೋರ್ಟ್ ತಿಳಿಸಿದೆ.: [28, 1328, 196, 1396]
story4-col3-text: ಅಂದಿನಿಂದ ಅವರು ಫ್ರಾಂಚೈಸಿಯ ಪಾಲುದಾರಿಕೆ ರಚನೆಯಲ್ಲಿ ಸಕ್ರಿಯ ಭಾಗವಾಗಿದ್ದರು. ಈಗ ಅವರು ತಂಡದ ಮೇಲೆ: [360, 1210, 512, 1248]
story1-col4-text: ಇರಾನ್ ದಿಗ್ಬಂಧನದ ನಡುವೆಯೂ ಭಾರತದ ನೌಕಾಪಡೆಯು ರಕ್ಷಣೆಯಲ್ಲಿ ಎಲ್‌ಪಿಜಿ ಹೊತ್ತ ಎರಡು ಹಡಗುಗಳು ಮಂಗಳವಾರ ಸುರಕ್ಷಿತವಾಗಿ ಸಂಚರಿಸಿವೆ. ಇಂಧನ ಕೇಂದ್ರಗಳ ಮೇಲೆ ನಡೆಸಲು ಉದ್ದೇಶಿಸಿದ್ದ ದಾಳಿಯನ್ನು ಐದು ದಿನಗಳ ಕಾಲ ಮುಂದೂಡುವುದಾಗಿ ಟ್ರಂಪ್ ತಿಳಿಸಿದ್ದಾರೆ. ಇರಾನ್ ಜೊತೆಗಿನ ಸಂಧಾನ ಮಾತುಕತೆಗಳು ಸಕಾರಾತ್ಮಕವಾಗಿ ನಡೆಯುತ್ತಿದ್ದು, ಶೀಘ್ರದಲ್ಲೇ ಯುದ್ಧ ವಿರಾಮ ಘೋಷಣೆಯಾಗುವ ನಿರೀಕ್ಷೆಯಿದೆ ಎಂದು ಅಮೆರಿಕ ರಾಯಭಾರಿ ಸೆರ್ಗಿಯೋ ಗೋರ್ ತಿಳಿಸಿದ್ದಾರೆ. ಈ ವೇಳೆ ಸಂಸತ್ತಿನಲ್ಲಿ ಮಾತನಾಡಿದ ಪ್ರಧಾನಿ ಮೋದಿ, "ಯುದ್ಧದಿಂದಾಗಿ ಅರಬ್ ರಾಷ್ಟ್ರಗಳಲ್ಲಿರುವ ಸುಮಾರು 1 ಕೋಟಿ ಭಾರತೀಯರ ಸುರಕ್ಷತೆಗೆ ಆದ್ಯತೆ ನೀಡಲಾಗಿದೆ. ಭಾರತದ ಬಳಿ ಸದ್ಯಕ್ಕೆ 3,372 ಮಿಲಿಯನ್ ಟನ್: [745, 108, 928, 263]
story5-column-2: [208, 1300, 376, 1458]
story4-headline: 15,286 ಕೋಟಿ ರೂ.ಗೆ ಆರ್ ಆರ್ ತಂಡ ಖರೀದಿಸಿದ ಉದ್ಯಮಿ ಕಲ್ ಸೋಮಾನಿ: [14, 977, 601, 1002]
sidebar2-photo-campaign: [709, 879, 925, 955]
story3-column-3: [362, 682, 522, 968]
sidebar-samarth-campaign: [706, 737, 928, 1161]
story4-col1-text: ಬಹು ನಿರೀಕ್ಷಿತ ಇಂಡಿಯನ್ ಪ್ರೀಮಿಯರ್ ಲೀಗ್ ಆರಂಭಕ್ಕೆ ದಿನಗಣನೆ ಆರಂಭವಾಗಿದೆ. ಇದರ ಬೆನ್ನಲ್ಲೇ ರಾಜಸ್ಥಾನ ರಾಯಲ್ಸ್ ಹೊಸ ಮಾಲೀಕರ ಪ್ರವೇಶವಾಗಿದೆ. ಆರ್ ಆರ್ ತಂಡವನ್ನು 15, 286 ಕೋಟಿ ರೂ.ಗಳಿಗೆ ಅಮೆರಿಕ ಮೂಲದ ಖ್ಯಾತ ಉದ್ಯಮಿ ಕಲ್ ಸೋಮಾನಿ ಹಾಗೂ ಫ್ಲಿಪ್‌ಕಾರ್ಟ್ ಮಾಲೀಕ ವಾಲ್‌ಮಾರ್ಟ್ ಸಂಸ್ಥಾಪಕ ರಾಬ್ ವಾಲ್ಟನ್ ಖರೀದಿ ಮಾಡಿದ್ದಾರೆ. ಇದು ಐಪಿಎಲ್ ಇತಿಹಾಸದಲ್ಲೇ ಅತ್ಯಂತ ದೊಡ್ಡ ವಹಿವಾಟು ಎಂದೇ ಬಿಂಬಿಸಲಾಗಿದೆ. ಅಷ್ಟೇ ಅಲ್ಲ ಒಂದು ಬಿಲಿಯನ್ ಡಾಲರ್‌ಗಿಂತ ಹೆಚ್ಚಿನ ಮೊತ್ತಕ್ಕೆ ಮಾರಾಟವಾದ ಮೊದಲ ಐಪಿಎಲ್ ಫ್ರಾಂಚೈಸಿ ಎಂಬ ಹೆಗ್ಗಳಿಕೆಗೂ ಸೋಮಾನಿ ಪಾತ್ರರಾಗಿದ್ದಾರೆ.ಸೋಮಾನಿ ಅವರು 2021: [28, 1042, 186, 1211]
sidebar2-intro: ದಾವಣಗೆರೆಯ ಎಸ್ ಪಿಎಸ್ ನಗರ, ರಾಜೀವ್ ಗಾಂಧಿ ನಗರ ಸೇರಿದಂತೆ ಸುತ್ತಮುತ್ತಲಿನ ಬಡಾವಣೆಗಳಲ್ಲಿ ಕಾಂಗ್ರೆಸ್ ಪಕ್ಷದ ಅಭ್ಯರ್ಥಿ ಸಮರ್ಥ್ ಶಾಮನೂರು ಅವರು ಮನೆಮನೆಗೆ ತೆರಳಿ ಪ್ರಚಾರ ನಡೆಸಿದರು. ಈ ಸಂದರ್ಭದಲ್ಲಿ ಸ್ಥಳೀಯ ಹಿರಿಯ ನಾಗರಿಕರು ಹಾಗೂ ಯುವಕರೊಂದಿಗೆ ಅಭಿವೃದ್ಧಿ ವಿಚಾರವಾಗಿ ಚರ್ಚೆ ನಡೆಸಿದರು. ಹಾಗೂ ಏಪ್ರಿಲ್ 9 ರಂದು ನಡೆಯುವ ಚುನಾವಣೆಯಲ್ಲಿ ಮತ ನೀಡಿ ಗೆಲ್ಲಿಸಲು ಮನವಿ ಮಾಡಿದರು.: [712, 795, 922, 859]
fire-illustration: [196, 382, 510, 536]
sidebar1-intro: ಕಾಂಗ್ರೆಸ್ ಪಕ್ಷದ ಮಹಿಳಾ ಕಾರ್ಯಕರ್ತರೊಂದಿಗೆ ದಾವಣಗೆರೆ ಗೃಹ ಕಚೇರಿಯಲ್ಲಿ ಸಂಸದರಾದ ಡಾ.ಪ್ರಭಾ ಮಲ್ಲಿಕಾರ್ಜುನ್ ಅವರು ಮಹತ್ವದ ಸಭೆ ನಡೆಸಿದರು.: [712, 395, 922, 417]
story5-headline: ಸಿಎಎ ಅರ್ಜಿಗಳ ಇತ್ಯರ್ಥಕ್ಕೆ ಸಮಯಮಿತಿ ನ್ಯಾಯಾಂಗದ “ಕನಿಷ್ಠ ಹಸ್ತಕ್ಷೇಪ” ಅಗತ್ಯ: [18, 1257, 724, 1288]
sidebar1-photo-meeting: [709, 439, 925, 559]
handshake-illustration: [208, 106, 556, 304]
story1-column-1: [28, 138, 198, 330]
reg-dot-black: [42, 1486, 48, 1496]
story5-column-1: [28, 1326, 196, 1458]
